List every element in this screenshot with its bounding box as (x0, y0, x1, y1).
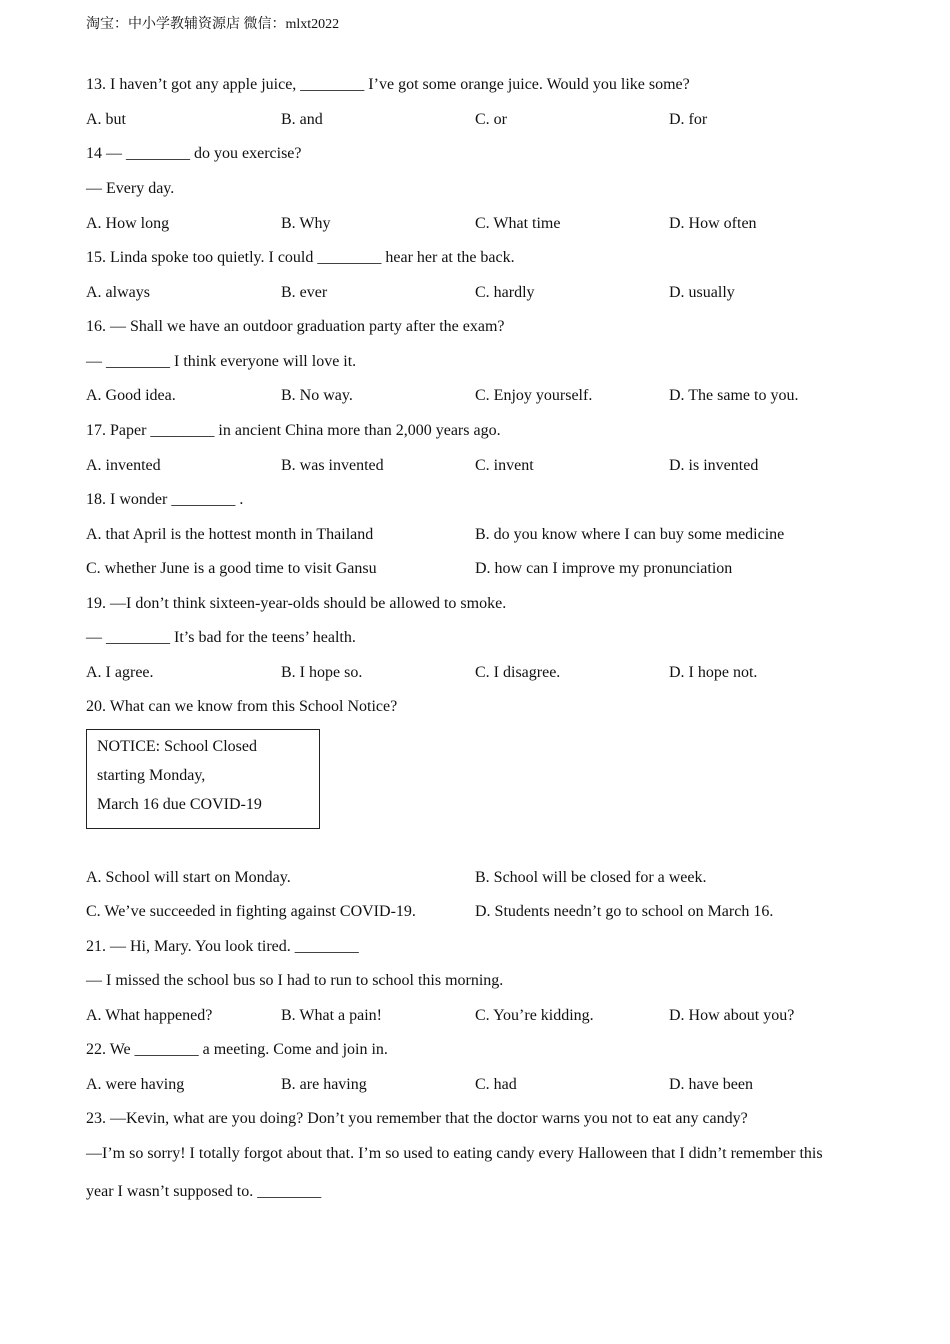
question-16-reply: — ________ I think everyone will love it. (86, 353, 357, 370)
q17-option-b: B. was invented (281, 457, 384, 474)
question-15-stem: 15. Linda spoke too quietly. I could ________ hear her at the back. (86, 249, 515, 266)
q15-option-a: A. always (86, 284, 150, 301)
notice-line-3: March 16 due COVID-19 (97, 796, 262, 813)
q14-option-d: D. How often (669, 215, 757, 232)
school-notice-box (86, 729, 320, 829)
q15-option-b: B. ever (281, 284, 328, 301)
q18-option-a: A. that April is the hottest month in Thailand (86, 526, 374, 543)
q20-option-b: B. School will be closed for a week. (475, 869, 707, 886)
q22-option-c: C. had (475, 1076, 517, 1093)
question-16-stem: 16. — Shall we have an outdoor graduation party after the exam? (86, 318, 505, 335)
question-20-stem: 20. What can we know from this School Notice? (86, 698, 398, 715)
question-19-stem: 19. —I don’t think sixteen-year-olds should be allowed to smoke. (86, 595, 507, 612)
q13-option-c: C. or (475, 111, 507, 128)
question-17-stem: 17. Paper ________ in ancient China more than 2,000 years ago. (86, 422, 501, 439)
q19-option-b: B. I hope so. (281, 664, 363, 681)
q13-option-b: B. and (281, 111, 323, 128)
q16-option-d: D. The same to you. (669, 387, 799, 404)
notice-line-2: starting Monday, (97, 767, 206, 784)
q19-option-c: C. I disagree. (475, 664, 561, 681)
q20-option-c: C. We’ve succeeded in fighting against COVID-19. (86, 903, 416, 920)
question-21-reply: — I missed the school bus so I had to run to school this morning. (86, 972, 504, 989)
q13-option-d: D. for (669, 111, 708, 128)
q15-option-c: C. hardly (475, 284, 535, 301)
q21-option-c: C. You’re kidding. (475, 1007, 594, 1024)
q14-option-c: C. What time (475, 215, 561, 232)
question-14-stem: 14 — ________ do you exercise? (86, 145, 302, 162)
question-13-stem: 13. I haven’t got any apple juice, ________ I’ve got some orange juice. Would you like some? (86, 76, 690, 93)
question-21-stem: 21. — Hi, Mary. You look tired. ________ (86, 938, 359, 955)
question-23-stem: 23. —Kevin, what are you doing? Don’t you remember that the doctor warns you not to eat any candy? (86, 1110, 748, 1127)
notice-line-1: NOTICE: School Closed (97, 738, 257, 755)
q17-option-c: C. invent (475, 457, 534, 474)
q16-option-c: C. Enjoy yourself. (475, 387, 593, 404)
q21-option-a: A. What happened? (86, 1007, 213, 1024)
q17-option-d: D. is invented (669, 457, 759, 474)
q15-option-d: D. usually (669, 284, 735, 301)
q21-option-b: B. What a pain! (281, 1007, 383, 1024)
q16-option-b: B. No way. (281, 387, 353, 404)
question-22-stem: 22. We ________ a meeting. Come and join in. (86, 1041, 388, 1058)
q22-option-a: A. were having (86, 1076, 185, 1093)
q14-option-b: B. Why (281, 215, 331, 232)
question-23-reply: —I’m so sorry! I totally forgot about that. I’m so used to eating candy every Halloween that I didn’t remember this (86, 1145, 823, 1162)
q20-option-d: D. Students needn’t go to school on March 16. (475, 903, 774, 920)
q18-option-b: B. do you know where I can buy some medicine (475, 526, 785, 543)
q16-option-a: A. Good idea. (86, 387, 176, 404)
q22-option-b: B. are having (281, 1076, 367, 1093)
q19-option-a: A. I agree. (86, 664, 154, 681)
question-23-reply-cont: year I wasn’t supposed to. ________ (86, 1183, 322, 1200)
q18-option-c: C. whether June is a good time to visit Gansu (86, 560, 377, 577)
q18-option-d: D. how can I improve my pronunciation (475, 560, 733, 577)
q21-option-d: D. How about you? (669, 1007, 795, 1024)
question-19-reply: — ________ It’s bad for the teens’ health. (86, 629, 356, 646)
question-18-stem: 18. I wonder ________ . (86, 491, 244, 508)
page-header-watermark: 淘宝：中小学教辅资源店 微信：mlxt2022 (86, 17, 340, 32)
q22-option-d: D. have been (669, 1076, 753, 1093)
q19-option-d: D. I hope not. (669, 664, 758, 681)
q20-option-a: A. School will start on Monday. (86, 869, 291, 886)
question-14-reply: — Every day. (86, 180, 175, 197)
q17-option-a: A. invented (86, 457, 161, 474)
q13-option-a: A. but (86, 111, 126, 128)
q14-option-a: A. How long (86, 215, 170, 232)
